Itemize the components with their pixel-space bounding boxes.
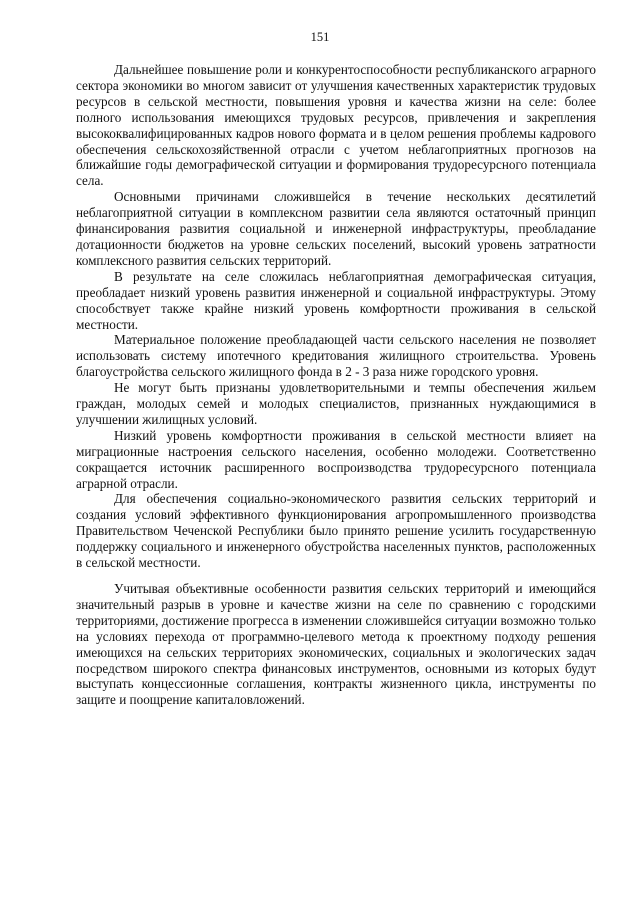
paragraph-5: Не могут быть признаны удовлетворительными и темпы обеспечения жильем граждан, молодых семей и молодых специалистов, признанных нуждающимися в улучшении жилищных условий. [76,380,596,427]
paragraph-3: В результате на селе сложилась неблагоприятная демографическая ситуация, преобладает низкий уровень развития инженерной и социальной инфраструктуры. Этому способствует также крайне низкий уровень комфортности проживания в сельской местности. [76,268,596,332]
paragraph-1: Дальнейшее повышение роли и конкурентоспособности республиканского аграрного сектора экономики во многом зависит от улучшения качественных характеристик трудовых ресурсов в сельской местности, повышения уровня и качества жизни на селе: более полного использования имеющихся трудовых ресурсов, привлечения и закрепления высококвалифицированных кадров нового формата и в целом решения проблемы кадрового обеспечения сельскохозяйственной отрасли с учетом неблагоприятных прогнозов на ближайшие годы демографической ситуации и формирования трудоресурсного потенциала села. [76,62,596,189]
paragraph-4: Материальное положение преобладающей части сельского населения не позволяет использовать систему ипотечного кредитования жилищного строительства. Уровень благоустройства сельского жилищного фонда в 2 - 3 раза ниже городского уровня. [76,332,596,380]
paragraph-6: Низкий уровень комфортности проживания в сельской местности влияет на миграционные настроения сельского населения, особенно молодежи. Соответственно сокращается источник расширенного воспроизводства трудоресурсного потенциала аграрной отрасли. [76,427,596,491]
paragraph-2: Основными причинами сложившейся в течение нескольких десятилетий неблагоприятной ситуации в комплексном развитии села являются остаточный принцип финансирования развития социальной и инженерной инфраструктуры, преобладание дотационности бюджетов на уровне сельских поселений, высокий уровень затратности комплексного развития сельских территорий. [76,189,596,268]
paragraph-7: Для обеспечения социально-экономического развития сельских территорий и создания условий эффективного функционирования агропромышленного производства Правительством Чеченской Республики было принято решение усилить государственную поддержку социального и инженерного обустройства населенных пунктов, расположенных в сельской местности. [76,491,596,571]
page-number: 151 [310,30,330,44]
body-text [76,62,596,708]
paragraph-8: Учитывая объективные особенности развития сельских территорий и имеющийся значительный разрыв в уровне и качестве жизни на селе по сравнению с городскими территориями, достижение прогресса в изменении сложившейся ситуации возможно только на условиях перехода от программно-целевого метода к проектному подходу решения имеющихся на сельских территориях экономических, социальных и экологических задач посредством широкого спектра финансовых инструментов, основными из которых будут выступать концессионные соглашения, контракты жизненного цикла, инструменты по защите и поощрение капиталовложений. [76,581,596,708]
